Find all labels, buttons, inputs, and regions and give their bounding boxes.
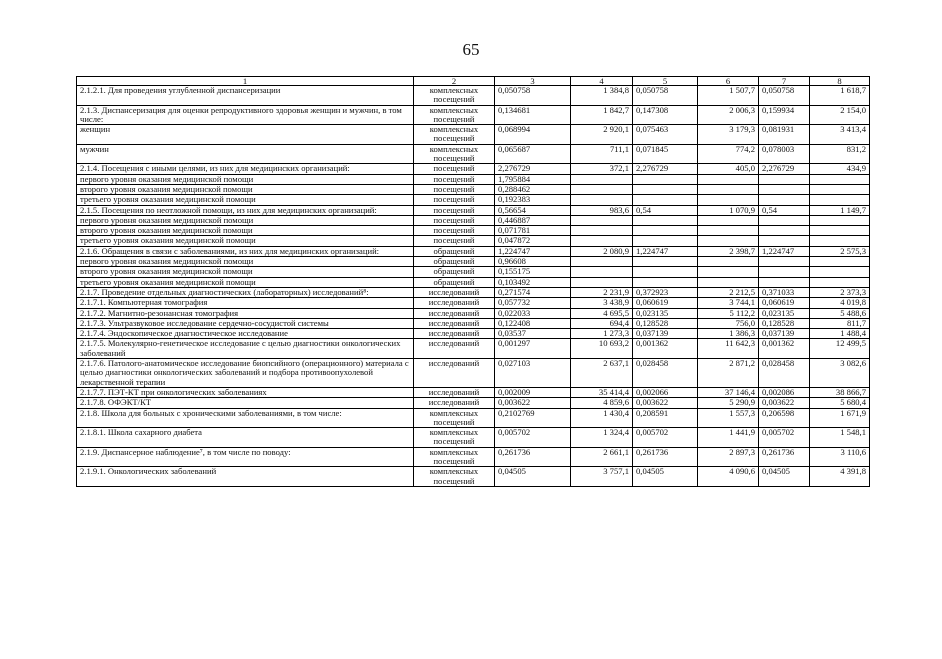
- row-cost-cell: [698, 215, 759, 225]
- row-value-cell: 0,288462: [495, 184, 571, 194]
- row-unit-cell: исследований: [414, 339, 495, 359]
- row-cost-cell: 4 695,5: [571, 308, 633, 318]
- row-value-cell: 0,057732: [495, 298, 571, 308]
- row-unit-cell: посещений: [414, 164, 495, 174]
- row-cost-cell: 2 637,1: [571, 359, 633, 388]
- table-row: [77, 236, 870, 246]
- table-row: [77, 308, 870, 318]
- row-cost-cell: [698, 277, 759, 287]
- row-value-cell: 0,208591: [633, 408, 698, 428]
- row-value-cell: 0,022033: [495, 308, 571, 318]
- row-value-cell: 0,027103: [495, 359, 571, 388]
- row-cost-cell: 4 391,8: [810, 467, 870, 487]
- row-cost-cell: 2 398,7: [698, 246, 759, 256]
- row-value-cell: [759, 277, 810, 287]
- row-cost-cell: [571, 184, 633, 194]
- table-row: [77, 447, 870, 467]
- row-value-cell: 0,060619: [633, 298, 698, 308]
- row-cost-cell: 2 920,1: [571, 125, 633, 145]
- row-unit-cell: комплексных посещений: [414, 408, 495, 428]
- row-cost-cell: [698, 267, 759, 277]
- row-value-cell: 0,371033: [759, 287, 810, 297]
- row-name-cell: первого уровня оказания медицинской помощи: [77, 257, 414, 267]
- row-cost-cell: 1 430,4: [571, 408, 633, 428]
- row-name-cell: 2.1.7. Проведение отдельных диагностических (лабораторных) исследований⁸:: [77, 287, 414, 297]
- row-cost-cell: 1 273,3: [571, 329, 633, 339]
- row-value-cell: [759, 215, 810, 225]
- row-value-cell: 0,081931: [759, 125, 810, 145]
- row-value-cell: 0,261736: [633, 447, 698, 467]
- row-name-cell: 2.1.9.1. Онкологических заболеваний: [77, 467, 414, 487]
- row-cost-cell: 1 548,1: [810, 428, 870, 448]
- row-cost-cell: 10 693,2: [571, 339, 633, 359]
- row-name-cell: третьего уровня оказания медицинской помощи: [77, 195, 414, 205]
- table-row: [77, 267, 870, 277]
- row-value-cell: 0,047872: [495, 236, 571, 246]
- row-value-cell: 0,128528: [759, 318, 810, 328]
- row-unit-cell: исследований: [414, 398, 495, 408]
- row-name-cell: 2.1.7.8. ОФЭКТ/КТ: [77, 398, 414, 408]
- row-value-cell: [759, 226, 810, 236]
- row-cost-cell: 1 384,8: [571, 86, 633, 106]
- row-value-cell: 0,103492: [495, 277, 571, 287]
- row-cost-cell: 11 642,3: [698, 339, 759, 359]
- row-value-cell: 0,155175: [495, 267, 571, 277]
- row-name-cell: третьего уровня оказания медицинской помощи: [77, 236, 414, 246]
- row-cost-cell: 5 488,6: [810, 308, 870, 318]
- row-value-cell: 0,001362: [759, 339, 810, 359]
- row-name-cell: 2.1.9. Диспансерное наблюдение⁷, в том числе по поводу:: [77, 447, 414, 467]
- row-value-cell: [633, 236, 698, 246]
- row-cost-cell: [571, 257, 633, 267]
- row-cost-cell: 1 386,3: [698, 329, 759, 339]
- row-name-cell: первого уровня оказания медицинской помощи: [77, 215, 414, 225]
- row-unit-cell: посещений: [414, 195, 495, 205]
- row-unit-cell: посещений: [414, 174, 495, 184]
- row-cost-cell: 983,6: [571, 205, 633, 215]
- row-unit-cell: посещений: [414, 205, 495, 215]
- row-cost-cell: 831,2: [810, 144, 870, 164]
- row-value-cell: [759, 184, 810, 194]
- row-value-cell: 0,050758: [633, 86, 698, 106]
- row-unit-cell: комплексных посещений: [414, 86, 495, 106]
- row-cost-cell: 711,1: [571, 144, 633, 164]
- row-cost-cell: 2 212,5: [698, 287, 759, 297]
- row-cost-cell: 12 499,5: [810, 339, 870, 359]
- table-row: [77, 277, 870, 287]
- row-name-cell: 2.1.4. Посещения с иными целями, из них для медицинских организаций:: [77, 164, 414, 174]
- row-cost-cell: 405,0: [698, 164, 759, 174]
- row-value-cell: 0,078003: [759, 144, 810, 164]
- row-cost-cell: [698, 226, 759, 236]
- row-value-cell: 0,147308: [633, 105, 698, 125]
- row-cost-cell: 37 146,4: [698, 387, 759, 397]
- row-unit-cell: исследований: [414, 287, 495, 297]
- row-value-cell: 0,065687: [495, 144, 571, 164]
- table-row: [77, 205, 870, 215]
- row-value-cell: 0,271574: [495, 287, 571, 297]
- row-cost-cell: 4 090,6: [698, 467, 759, 487]
- row-unit-cell: исследований: [414, 318, 495, 328]
- row-name-cell: 2.1.7.3. Ультразвуковое исследование сердечно-сосудистой системы: [77, 318, 414, 328]
- row-cost-cell: 1 488,4: [810, 329, 870, 339]
- row-cost-cell: [571, 267, 633, 277]
- row-value-cell: 0,128528: [633, 318, 698, 328]
- row-cost-cell: [810, 184, 870, 194]
- row-cost-cell: 1 070,9: [698, 205, 759, 215]
- row-unit-cell: посещений: [414, 215, 495, 225]
- row-cost-cell: 3 179,3: [698, 125, 759, 145]
- row-name-cell: второго уровня оказания медицинской помощи: [77, 184, 414, 194]
- row-value-cell: 0,050758: [495, 86, 571, 106]
- row-cost-cell: 1 842,7: [571, 105, 633, 125]
- row-cost-cell: 756,0: [698, 318, 759, 328]
- row-cost-cell: 3 744,1: [698, 298, 759, 308]
- row-value-cell: 0,96608: [495, 257, 571, 267]
- row-cost-cell: [810, 226, 870, 236]
- row-unit-cell: посещений: [414, 236, 495, 246]
- table-row: [77, 287, 870, 297]
- row-cost-cell: 3 110,6: [810, 447, 870, 467]
- row-value-cell: 0,060619: [759, 298, 810, 308]
- row-cost-cell: [810, 215, 870, 225]
- table-row: [77, 144, 870, 164]
- row-unit-cell: исследований: [414, 387, 495, 397]
- row-name-cell: третьего уровня оказания медицинской помощи: [77, 277, 414, 287]
- table-row: [77, 257, 870, 267]
- row-cost-cell: 5 680,4: [810, 398, 870, 408]
- row-value-cell: [633, 184, 698, 194]
- table-row: [77, 467, 870, 487]
- header-cell: 8: [810, 77, 870, 86]
- row-cost-cell: 1 324,4: [571, 428, 633, 448]
- row-value-cell: [633, 277, 698, 287]
- row-value-cell: 0,037139: [759, 329, 810, 339]
- row-unit-cell: комплексных посещений: [414, 467, 495, 487]
- row-value-cell: 0,001362: [633, 339, 698, 359]
- row-name-cell: 2.1.8. Школа для больных с хроническими заболеваниями, в том числе:: [77, 408, 414, 428]
- row-cost-cell: 4 859,6: [571, 398, 633, 408]
- row-cost-cell: 1 507,7: [698, 86, 759, 106]
- table-row: [77, 398, 870, 408]
- row-value-cell: [633, 257, 698, 267]
- row-value-cell: 0,54: [759, 205, 810, 215]
- row-cost-cell: 5 290,9: [698, 398, 759, 408]
- row-name-cell: 2.1.7.1. Компьютерная томография: [77, 298, 414, 308]
- row-name-cell: 2.1.7.4. Эндоскопическое диагностическое исследование: [77, 329, 414, 339]
- table-row: [77, 125, 870, 145]
- header-cell: 7: [759, 77, 810, 86]
- row-cost-cell: [698, 174, 759, 184]
- row-unit-cell: комплексных посещений: [414, 125, 495, 145]
- row-cost-cell: 811,7: [810, 318, 870, 328]
- row-value-cell: 0,04505: [633, 467, 698, 487]
- row-name-cell: 2.1.7.5. Молекулярно-генетическое исследование с целью диагностики онкологических заболеваний: [77, 339, 414, 359]
- row-cost-cell: 3 082,6: [810, 359, 870, 388]
- row-value-cell: [633, 226, 698, 236]
- row-value-cell: [633, 174, 698, 184]
- row-name-cell: 2.1.6. Обращения в связи с заболеваниями, из них для медицинских организаций:: [77, 246, 414, 256]
- table-row: [77, 298, 870, 308]
- row-value-cell: 0,54: [633, 205, 698, 215]
- row-value-cell: 2,276729: [633, 164, 698, 174]
- row-cost-cell: [810, 236, 870, 246]
- row-value-cell: 0,005702: [495, 428, 571, 448]
- row-value-cell: 0,122408: [495, 318, 571, 328]
- row-cost-cell: 2 006,3: [698, 105, 759, 125]
- row-cost-cell: 4 019,8: [810, 298, 870, 308]
- table-row: [77, 215, 870, 225]
- row-value-cell: 0,050758: [759, 86, 810, 106]
- row-value-cell: 0,04505: [495, 467, 571, 487]
- row-cost-cell: 1 618,7: [810, 86, 870, 106]
- row-value-cell: [633, 195, 698, 205]
- table-row: [77, 164, 870, 174]
- row-unit-cell: комплексных посещений: [414, 428, 495, 448]
- row-cost-cell: 2 871,2: [698, 359, 759, 388]
- row-unit-cell: комплексных посещений: [414, 144, 495, 164]
- header-cell: 2: [414, 77, 495, 86]
- row-cost-cell: 372,1: [571, 164, 633, 174]
- row-value-cell: 0,003622: [759, 398, 810, 408]
- header-cell: 1: [77, 77, 414, 86]
- row-cost-cell: 2 231,9: [571, 287, 633, 297]
- row-cost-cell: 2 080,9: [571, 246, 633, 256]
- row-value-cell: 0,023135: [633, 308, 698, 318]
- row-unit-cell: исследований: [414, 308, 495, 318]
- row-cost-cell: [698, 184, 759, 194]
- row-value-cell: 0,071845: [633, 144, 698, 164]
- row-value-cell: 1,224747: [759, 246, 810, 256]
- row-value-cell: 0,002009: [495, 387, 571, 397]
- row-value-cell: 0,002066: [633, 387, 698, 397]
- row-value-cell: 0,005702: [759, 428, 810, 448]
- row-value-cell: [759, 236, 810, 246]
- table-row: [77, 408, 870, 428]
- row-value-cell: 0,028458: [759, 359, 810, 388]
- header-cell: 5: [633, 77, 698, 86]
- table-row: [77, 318, 870, 328]
- row-unit-cell: обращений: [414, 267, 495, 277]
- row-value-cell: 0,261736: [495, 447, 571, 467]
- row-cost-cell: [571, 174, 633, 184]
- row-value-cell: 0,005702: [633, 428, 698, 448]
- row-value-cell: 1,795884: [495, 174, 571, 184]
- row-value-cell: 0,001297: [495, 339, 571, 359]
- row-unit-cell: обращений: [414, 257, 495, 267]
- row-value-cell: 0,028458: [633, 359, 698, 388]
- table-row: [77, 174, 870, 184]
- row-value-cell: 0,159934: [759, 105, 810, 125]
- row-cost-cell: 1 149,7: [810, 205, 870, 215]
- row-cost-cell: 434,9: [810, 164, 870, 174]
- row-cost-cell: 2 661,1: [571, 447, 633, 467]
- row-cost-cell: 1 441,9: [698, 428, 759, 448]
- row-cost-cell: [698, 257, 759, 267]
- row-cost-cell: 5 112,2: [698, 308, 759, 318]
- row-value-cell: 2,276729: [759, 164, 810, 174]
- row-unit-cell: посещений: [414, 226, 495, 236]
- row-value-cell: [759, 257, 810, 267]
- row-value-cell: 0,261736: [759, 447, 810, 467]
- row-value-cell: 1,224747: [633, 246, 698, 256]
- row-cost-cell: [810, 174, 870, 184]
- row-value-cell: 0,446887: [495, 215, 571, 225]
- row-value-cell: 0,2102769: [495, 408, 571, 428]
- header-cell: 6: [698, 77, 759, 86]
- row-value-cell: 0,03537: [495, 329, 571, 339]
- row-cost-cell: 1 557,3: [698, 408, 759, 428]
- row-value-cell: 0,003622: [633, 398, 698, 408]
- row-name-cell: 2.1.8.1. Школа сахарного диабета: [77, 428, 414, 448]
- row-cost-cell: [810, 277, 870, 287]
- table-row: [77, 387, 870, 397]
- row-cost-cell: [810, 195, 870, 205]
- table-row: [77, 226, 870, 236]
- row-unit-cell: комплексных посещений: [414, 105, 495, 125]
- table-row: [77, 105, 870, 125]
- table-row: [77, 246, 870, 256]
- row-value-cell: [759, 195, 810, 205]
- row-value-cell: [759, 174, 810, 184]
- row-name-cell: 2.1.7.6. Патолого-анатомическое исследование биопсийного (операционного) материала с целью диагностики онкологических заболеваний и подбора противоопухолевой лекарственной терапии: [77, 359, 414, 388]
- row-value-cell: 0,037139: [633, 329, 698, 339]
- row-value-cell: 0,023135: [759, 308, 810, 318]
- page-number: 65: [462, 40, 480, 59]
- row-value-cell: 0,003622: [495, 398, 571, 408]
- row-name-cell: 2.1.7.2. Магнитно-резонансная томография: [77, 308, 414, 318]
- table-row: [77, 184, 870, 194]
- row-cost-cell: [571, 277, 633, 287]
- row-value-cell: 0,002086: [759, 387, 810, 397]
- row-value-cell: 0,192383: [495, 195, 571, 205]
- table-row: [77, 359, 870, 388]
- row-unit-cell: комплексных посещений: [414, 447, 495, 467]
- row-value-cell: [633, 215, 698, 225]
- row-cost-cell: 35 414,4: [571, 387, 633, 397]
- row-value-cell: [633, 267, 698, 277]
- header-cell: 3: [495, 77, 571, 86]
- row-cost-cell: [810, 267, 870, 277]
- row-cost-cell: 694,4: [571, 318, 633, 328]
- row-unit-cell: исследований: [414, 298, 495, 308]
- row-cost-cell: 2 575,3: [810, 246, 870, 256]
- row-unit-cell: обращений: [414, 246, 495, 256]
- table-row: [77, 86, 870, 106]
- row-cost-cell: 2 897,3: [698, 447, 759, 467]
- row-value-cell: 2,276729: [495, 164, 571, 174]
- row-cost-cell: [571, 236, 633, 246]
- table-row: [77, 195, 870, 205]
- row-cost-cell: [698, 195, 759, 205]
- table-row: [77, 329, 870, 339]
- header-cell: 4: [571, 77, 633, 86]
- row-name-cell: женщин: [77, 125, 414, 145]
- row-cost-cell: 2 373,3: [810, 287, 870, 297]
- header-row: [77, 77, 870, 86]
- table-row: [77, 339, 870, 359]
- row-unit-cell: исследований: [414, 359, 495, 388]
- row-name-cell: 2.1.3. Диспансеризация для оценки репродуктивного здоровья женщин и мужчин, в том числе:: [77, 105, 414, 125]
- row-cost-cell: [571, 215, 633, 225]
- row-name-cell: второго уровня оказания медицинской помощи: [77, 226, 414, 236]
- row-unit-cell: исследований: [414, 329, 495, 339]
- row-name-cell: 2.1.7.7. ПЭТ-КТ при онкологических заболеваниях: [77, 387, 414, 397]
- row-cost-cell: [571, 226, 633, 236]
- volumes-table: [76, 76, 870, 487]
- row-cost-cell: 2 154,0: [810, 105, 870, 125]
- row-name-cell: первого уровня оказания медицинской помощи: [77, 174, 414, 184]
- row-cost-cell: [698, 236, 759, 246]
- row-value-cell: 0,071781: [495, 226, 571, 236]
- row-value-cell: 0,56654: [495, 205, 571, 215]
- row-cost-cell: 774,2: [698, 144, 759, 164]
- row-cost-cell: [810, 257, 870, 267]
- row-value-cell: 0,075463: [633, 125, 698, 145]
- row-name-cell: 2.1.2.1. Для проведения углубленной диспансеризации: [77, 86, 414, 106]
- row-value-cell: [759, 267, 810, 277]
- row-cost-cell: 3 413,4: [810, 125, 870, 145]
- row-unit-cell: посещений: [414, 184, 495, 194]
- row-value-cell: 0,372923: [633, 287, 698, 297]
- row-cost-cell: 3 438,9: [571, 298, 633, 308]
- row-value-cell: 0,068994: [495, 125, 571, 145]
- row-value-cell: 0,134681: [495, 105, 571, 125]
- row-cost-cell: 1 671,9: [810, 408, 870, 428]
- row-value-cell: 0,04505: [759, 467, 810, 487]
- row-cost-cell: [571, 195, 633, 205]
- table-row: [77, 428, 870, 448]
- row-value-cell: 0,206598: [759, 408, 810, 428]
- row-value-cell: 1,224747: [495, 246, 571, 256]
- row-name-cell: мужчин: [77, 144, 414, 164]
- row-cost-cell: 3 757,1: [571, 467, 633, 487]
- row-cost-cell: 38 866,7: [810, 387, 870, 397]
- table-body: [77, 86, 870, 487]
- row-name-cell: второго уровня оказания медицинской помощи: [77, 267, 414, 277]
- row-unit-cell: обращений: [414, 277, 495, 287]
- row-name-cell: 2.1.5. Посещения по неотложной помощи, из них для медицинских организаций:: [77, 205, 414, 215]
